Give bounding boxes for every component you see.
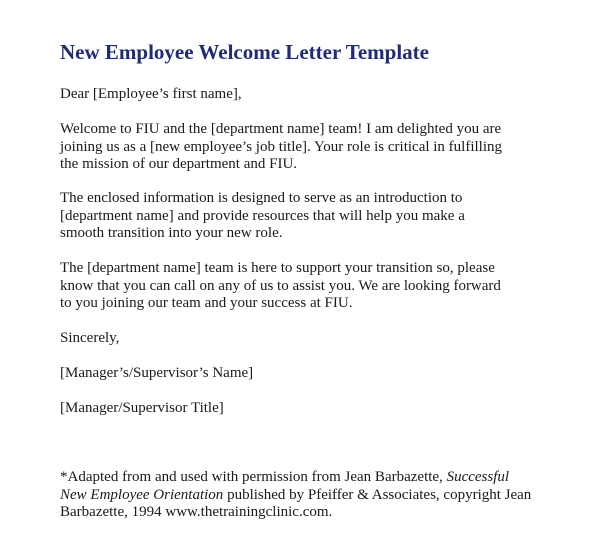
letter-title: New Employee Welcome Letter Template: [60, 40, 429, 64]
welcome-paragraph: [60, 121, 560, 174]
signer-title: [Manager/Supervisor Title]: [60, 400, 224, 416]
footnote: [60, 469, 560, 522]
paragraph-line: know that you can call on any of us to assist you. We are looking forward: [60, 277, 501, 294]
support-paragraph: [60, 260, 560, 313]
signer-name: [Manager’s/Supervisor’s Name]: [60, 365, 254, 381]
paragraph-line: The [department name] team is here to support your transition so, please: [60, 260, 495, 276]
footnote-line: [60, 469, 560, 487]
footnote-line: Barbazette, 1994 www.thetrainingclinic.com.: [60, 504, 333, 520]
footnote-text: published by Pfeiffer & Associates, copyright Jean: [223, 486, 532, 503]
footnote-line: [60, 487, 560, 505]
paragraph-line: The enclosed information is designed to serve as an introduction to: [60, 190, 463, 206]
paragraph-line: [department name] and provide resources that will help you make a: [60, 207, 465, 224]
paragraph-line: joining us as a [new employee’s job title]. Your role is critical in fulfilling: [60, 138, 503, 155]
footnote-text: *Adapted from and used with permission from Jean Barbazette,: [60, 469, 447, 485]
book-title-part: New Employee Orientation: [60, 486, 224, 503]
paragraph-line: smooth transition into your new role.: [60, 225, 283, 241]
salutation: Dear [Employee’s first name],: [60, 86, 242, 102]
paragraph-line: the mission of our department and FIU.: [60, 156, 298, 172]
paragraph-line: to you joining our team and your success at FIU.: [60, 295, 353, 311]
paragraph-line: Welcome to FIU and the [department name] team! I am delighted you are: [60, 121, 502, 137]
enclosed-info-paragraph: [60, 190, 560, 243]
book-title-part: Successful: [446, 469, 510, 485]
closing: Sincerely,: [60, 330, 120, 346]
